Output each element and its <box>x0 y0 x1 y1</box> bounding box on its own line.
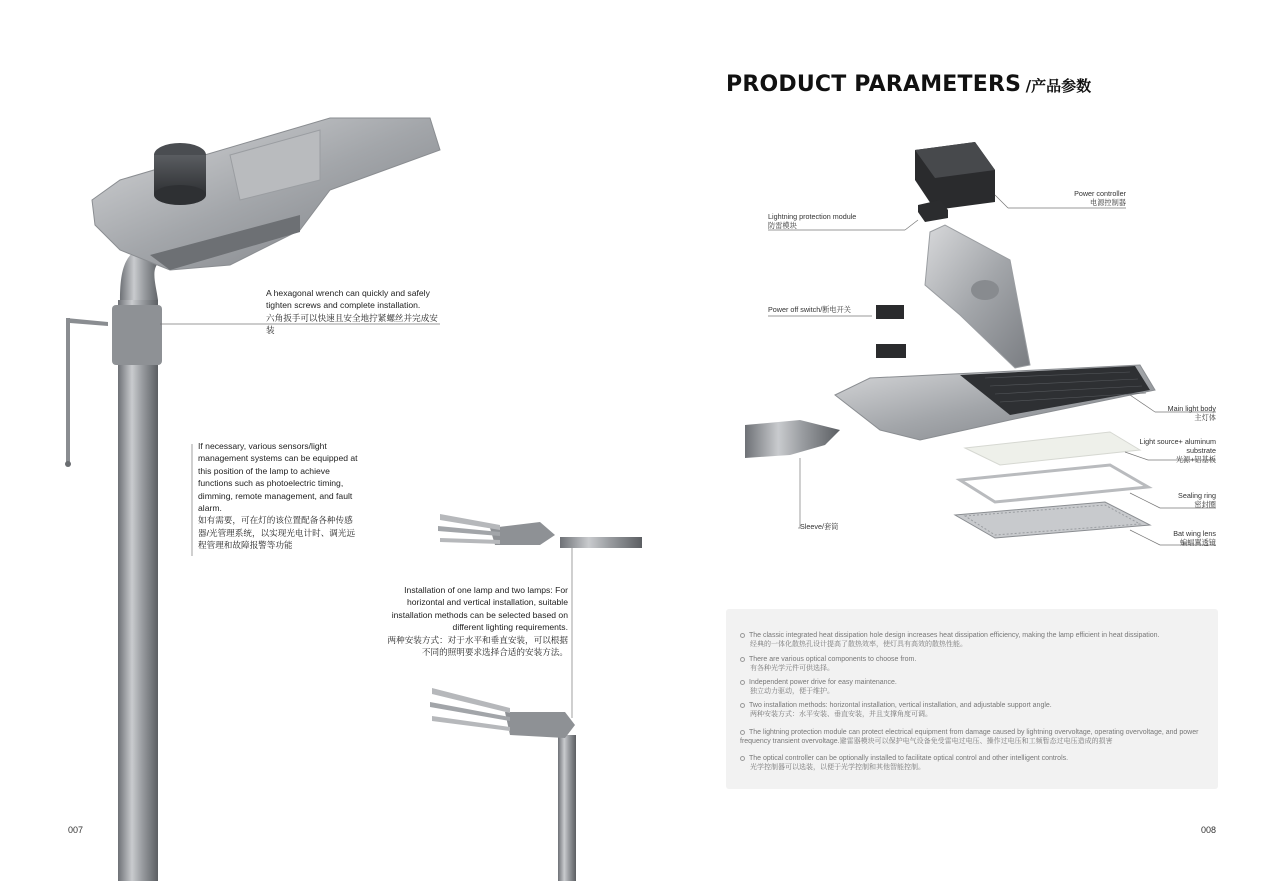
feature-cn: 光学控制器可以选装，以便于光学控制和其他智能控制。 <box>750 764 925 771</box>
label-main-light-body-cn: 主灯体 <box>1194 413 1216 422</box>
label-lightning-module <box>768 212 888 230</box>
page-title-en: PRODUCT PARAMETERS <box>726 72 1022 97</box>
feature-item <box>740 631 1210 649</box>
wrench-callout-cn: 六角扳手可以快速且安全地拧紧螺丝并完成安装 <box>266 312 438 336</box>
page-title-cn: /产品参数 <box>1025 77 1092 95</box>
bullet-circle-icon <box>740 633 745 638</box>
feature-cn: 独立动力驱动，便于维护。 <box>750 688 834 695</box>
label-sleeve <box>800 522 860 531</box>
feature-en: The classic integrated heat dissipation hole design increases heat dissipation efficiency, making the lamp efficient in heat dissipation. <box>749 632 1160 639</box>
label-light-source <box>1136 437 1216 464</box>
exploded-view <box>745 142 1216 545</box>
label-power-off-switch <box>768 305 878 314</box>
label-sleeve-en: Sleeve/套筒 <box>800 522 839 531</box>
bullet-circle-icon <box>740 730 745 735</box>
feature-cn: 两种安装方式：水平安装、垂直安装，并且支撑角度可调。 <box>750 711 932 718</box>
feature-item <box>740 754 1210 772</box>
bullet-circle-icon <box>740 756 745 761</box>
label-main-light-body <box>1140 404 1216 422</box>
feature-cn: 经典的一体化散热孔设计提高了散热效率，使灯具有高效的散热性能。 <box>750 641 967 648</box>
label-bat-wing-lens <box>1146 529 1216 547</box>
label-lightning-module-en: Lightning protection module <box>768 212 857 221</box>
feature-item <box>740 678 1210 696</box>
label-power-off-switch-en: Power off switch/断电开关 <box>768 305 851 314</box>
bullet-circle-icon <box>740 703 745 708</box>
sensors-callout-cn: 如有需要，可在灯的该位置配备各种传感器/光管理系统，以实现光电计时、调光远程管理和故障报警等功能 <box>198 515 356 551</box>
label-power-controller <box>1040 189 1126 207</box>
feature-cn: 有各种光学元件可供选择。 <box>750 665 834 672</box>
label-light-source-cn: 光源+铝基板 <box>1175 455 1216 464</box>
installation-callout-en: Installation of one lamp and two lamps: For horizontal and vertical installation, suitable installation methods can be selected based on different lighting requirements. <box>391 585 568 633</box>
wrench-callout-en: A hexagonal wrench can quickly and safely tighten screws and complete installation. <box>266 288 430 311</box>
wrench-callout <box>266 287 446 337</box>
label-bat-wing-lens-cn: 蝙蝠翼透镜 <box>1180 538 1216 547</box>
installation-callout-cn: 两种安装方式：对于水平和垂直安装，可以根据不同的照明要求选择合适的安装方法。 <box>387 634 568 658</box>
feature-en: There are various optical components to choose from. <box>749 656 917 663</box>
page-number-right: 008 <box>1201 825 1217 835</box>
label-bat-wing-lens-en: Bat wing lens <box>1173 529 1216 538</box>
label-lightning-module-cn: 防雷模块 <box>768 221 797 230</box>
installation-callout <box>382 584 568 658</box>
label-light-source-en: Light source+ aluminum substrate <box>1139 437 1216 455</box>
page-number-left: 007 <box>68 825 84 835</box>
label-sealing-ring-en: Sealing ring <box>1178 491 1216 500</box>
label-main-light-body-en: Main light body <box>1167 404 1216 413</box>
bullet-circle-icon <box>740 680 745 685</box>
sensors-callout-en: If necessary, various sensors/light management systems can be equipped at this position of the lamp to achieve functions such as photoelectric timing, dimming, remote management, and fault alarm. <box>198 441 358 514</box>
label-sealing-ring <box>1150 491 1216 509</box>
feature-en: The optical controller can be optionally installed to facilitate optical control and other intelligent controls. <box>749 755 1069 762</box>
label-power-controller-cn: 电源控制器 <box>1090 198 1126 207</box>
feature-item <box>740 728 1210 746</box>
label-power-controller-en: Power controller <box>1074 189 1126 198</box>
feature-en: Independent power drive for easy maintenance. <box>749 679 897 686</box>
feature-item <box>740 701 1210 719</box>
feature-en: Two installation methods: horizontal installation, vertical installation, and adjustable support angle. <box>749 702 1052 709</box>
vertical-lamp <box>430 688 576 881</box>
feature-item <box>740 655 1210 673</box>
label-sealing-ring-cn: 密封圈 <box>1194 500 1216 509</box>
features-box <box>726 609 1218 789</box>
bullet-circle-icon <box>740 657 745 662</box>
page-title <box>726 72 1091 97</box>
feature-en: The lightning protection module can protect electrical equipment from damage caused by lightning overvoltage, operating overvoltage, and power frequency transient overvoltage.避雷器模块可以保护电气设备免受雷电过电压、操作过电压和工频暂态过电压造成的损害 <box>740 729 1199 745</box>
sensors-callout <box>198 440 360 552</box>
